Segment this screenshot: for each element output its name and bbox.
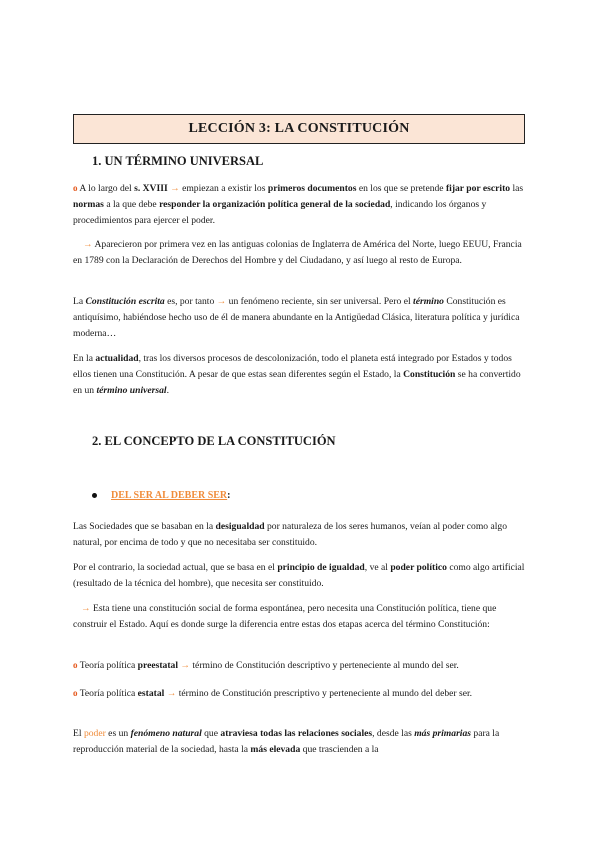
bullet-dot-icon — [92, 493, 97, 498]
bullet-circle-icon: o — [73, 183, 78, 193]
lesson-title-text: LECCIÓN 3: LA CONSTITUCIÓN — [188, 121, 410, 136]
section-2-paragraph-1: Las Sociedades que se basaban en la desigualdad por naturaleza de los seres humanos, veían al poder como algo natural, por encima de todo y que no necesitaba ser constituido. — [73, 521, 508, 548]
arrow-right-icon: → — [83, 239, 93, 250]
section-1-paragraph-2: → Aparecieron por primera vez en las antiguas colonias de Inglaterra de América del Norte, luego EEUU, Francia en 1789 con la Declaración de Derechos del Hombre y del Ciudadano, y así luego al resto de Europa. — [73, 239, 522, 266]
bullet-circle-icon: o — [73, 660, 78, 670]
arrow-right-icon: → — [81, 603, 91, 614]
section-2-heading: 2. EL CONCEPTO DE LA CONSTITUCIÓN — [92, 434, 336, 448]
section-1-heading: 1. UN TÉRMINO UNIVERSAL — [92, 154, 264, 168]
section-1-paragraph-4: En la actualidad, tras los diversos procesos de descolonización, todo el planeta está integrado por Estados y todos ellos tienen una Constitución. A pesar de que estas sean diferentes según el Estado, la Constitución se ha convertido en un término universal. — [73, 353, 521, 396]
section-2-paragraph-4: o Teoría política preestatal → término de Constitución descriptivo y perteneciente al mundo del ser. — [73, 660, 459, 671]
section-2-paragraph-2: Por el contrario, la sociedad actual, que se basa en el principio de igualdad, ve al poder político como algo artificial (resultado de la técnica del hombre), que necesita ser constituido. — [73, 562, 525, 589]
arrow-right-icon: → — [178, 660, 193, 671]
section-1-paragraph-3: La Constitución escrita es, por tanto → un fenómeno reciente, sin ser universal. Pero el término Constitución es antiquísimo, habiéndose hecho uso de él de manera abundante en la Antigüedad Clásica, literatura política y jurídica moderna… — [73, 296, 520, 339]
arrow-right-icon: → — [216, 296, 227, 307]
section-1-paragraph-1: o A lo largo del s. XVIII → empiezan a existir los primeros documentos en los que se pretende fijar por escrito las normas a la que debe responder la organización política general de la sociedad, indicando los órganos y procedimientos para ejercer el poder. — [73, 183, 524, 226]
section-2-paragraph-6: El poder es un fenómeno natural que atraviesa todas las relaciones sociales, desde las más primarias para la reproducción material de la sociedad, hasta la más elevada que trascienden a la — [73, 728, 500, 755]
arrow-right-icon: → — [164, 688, 179, 699]
section-2-paragraph-5: o Teoría política estatal → término de Constitución prescriptivo y perteneciente al mundo del deber ser. — [73, 688, 473, 699]
bullet-circle-icon: o — [73, 688, 78, 698]
subsection-title: DEL SER AL DEBER SER: — [92, 490, 231, 501]
section-2-paragraph-3: → Esta tiene una constitución social de forma espontánea, pero necesita una Constitución política, tiene que construir el Estado. Aquí es donde surge la diferencia entre estas dos etapas acerca del término Constitución: — [73, 603, 497, 630]
lesson-title — [73, 114, 525, 144]
arrow-right-icon: → — [167, 183, 183, 194]
